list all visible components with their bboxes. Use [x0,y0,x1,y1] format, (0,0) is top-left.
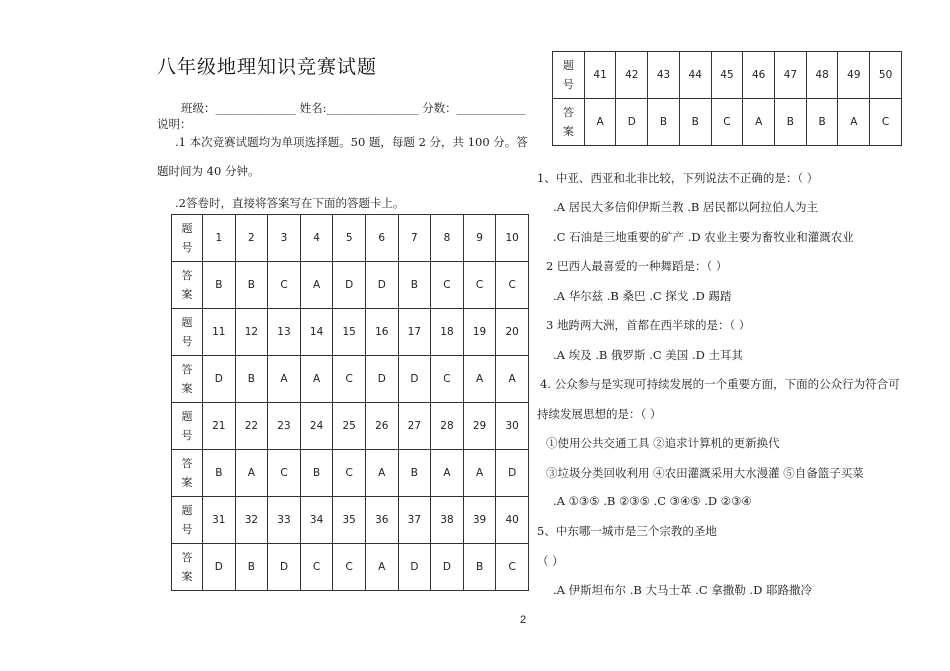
question-1-options-ab: .A 居民大多信仰伊斯兰教 .B 居民都以阿拉伯人为主 [553,200,819,214]
answer-cell: C [711,99,743,146]
question-number-cell: 10 [496,215,529,262]
answer-cell: D [365,262,398,309]
page-number: 2 [520,614,527,626]
row-label-char: 题 [562,59,574,72]
question-number-cell: 4 [300,215,333,262]
question-number-cell: 15 [333,309,366,356]
answer-cell: D [398,544,431,591]
answer-cell: D [496,450,529,497]
row-label [172,403,203,450]
answer-cell: C [268,450,301,497]
question-number-cell: 1 [203,215,236,262]
question-number-cell: 29 [463,403,496,450]
answer-cell: C [870,99,902,146]
answer-cell: B [235,262,268,309]
question-number-cell: 12 [235,309,268,356]
question-number-cell: 6 [365,215,398,262]
question-number-row [172,497,529,544]
answer-cell: A [584,99,616,146]
row-label [172,215,203,262]
answer-cell: C [333,356,366,403]
answer-cell: C [300,544,333,591]
answer-cell: B [648,99,680,146]
answer-cell: A [300,262,333,309]
answer-cell: B [775,99,807,146]
answer-cell: C [496,544,529,591]
question-number-cell: 20 [496,309,529,356]
answer-cell: B [235,356,268,403]
answer-cell: A [496,356,529,403]
row-label-char: 号 [181,241,193,254]
answer-cell: A [431,450,464,497]
row-label-char: 号 [562,78,574,91]
question-3-options: .A 埃及 .B 俄罗斯 .C 美国 .D 土耳其 [553,348,743,362]
student-info-line: 班级：______________ 姓名:________________ 分数：____________ [181,101,526,115]
row-label-char: 案 [181,570,193,583]
question-number-cell: 11 [203,309,236,356]
question-number-cell: 41 [584,52,616,99]
answer-row [553,99,902,146]
row-label [172,544,203,591]
note-1-line-2: 题时间为 40 分钟。 [157,164,260,178]
notes-label: 说明： [157,117,192,131]
note-2: .2答卷时，直接将答案写在下面的答题卡上。 [175,196,405,210]
answer-card-right [552,51,902,146]
question-number-cell: 36 [365,497,398,544]
question-number-cell: 37 [398,497,431,544]
question-number-cell: 21 [203,403,236,450]
answer-cell: B [235,544,268,591]
question-4-options: .A ①③⑤ .B ②③⑤ .C ③④⑤ .D ②③④ [553,494,752,508]
row-label-char: 案 [181,382,193,395]
note-1-line-1: .1 本次竞赛试题均为单项选择题。50 题，每题 2 分，共 100 分。答 [175,135,528,149]
answer-cell: D [431,544,464,591]
question-number-cell: 49 [838,52,870,99]
question-number-cell: 19 [463,309,496,356]
question-number-cell: 47 [775,52,807,99]
row-label-char: 题 [181,504,193,517]
answer-cell: D [203,356,236,403]
question-number-cell: 32 [235,497,268,544]
question-number-cell: 48 [806,52,838,99]
question-number-cell: 24 [300,403,333,450]
answer-cell: B [806,99,838,146]
question-number-cell: 9 [463,215,496,262]
question-number-cell: 39 [463,497,496,544]
answer-cell: A [268,356,301,403]
row-label [172,497,203,544]
row-label [172,262,203,309]
answer-cell: C [463,262,496,309]
row-label-char: 号 [181,523,193,536]
question-1-options-cd: .C 石油是三地重要的矿产 .D 农业主要为畜牧业和灌溉农业 [553,230,854,244]
row-label-char: 号 [181,335,193,348]
answer-row [172,356,529,403]
answer-cell: C [268,262,301,309]
answer-cell: A [463,356,496,403]
answer-cell: A [235,450,268,497]
answer-cell: B [203,450,236,497]
row-label-char: 答 [181,457,193,470]
question-number-cell: 27 [398,403,431,450]
row-label-char: 案 [181,476,193,489]
question-number-cell: 25 [333,403,366,450]
answer-cell: D [333,262,366,309]
question-number-row [172,215,529,262]
answer-cell: B [300,450,333,497]
question-number-cell: 28 [431,403,464,450]
question-1: 1、中亚、西亚和北非比较，下列说法不正确的是：（ ） [537,171,819,185]
answer-cell: B [398,450,431,497]
question-4-line-1: 4. 公众参与是实现可持续发展的一个重要方面，下面的公众行为符合可 [540,377,900,391]
row-label [553,99,585,146]
question-number-cell: 44 [679,52,711,99]
answer-row [172,544,529,591]
answer-cell: C [333,450,366,497]
question-5-options: .A 伊斯坦布尔 .B 大马士革 .C 拿撒勒 .D 耶路撒冷 [553,583,812,597]
question-number-row [553,52,902,99]
row-label-char: 案 [562,125,574,138]
answer-cell: B [203,262,236,309]
answer-cell: B [679,99,711,146]
question-number-cell: 13 [268,309,301,356]
answer-cell: D [268,544,301,591]
answer-cell: B [463,544,496,591]
answer-cell: A [743,99,775,146]
question-5-line-1: 5、中东哪一城市是三个宗教的圣地 [537,524,717,538]
question-number-cell: 17 [398,309,431,356]
question-number-cell: 31 [203,497,236,544]
question-number-cell: 23 [268,403,301,450]
answer-cell: A [838,99,870,146]
answer-cell: D [616,99,648,146]
question-4-statements-1: ①使用公共交通工具 ②追求计算机的更新换代 [546,436,780,450]
question-number-cell: 18 [431,309,464,356]
row-label-char: 答 [181,269,193,282]
answer-cell: C [333,544,366,591]
answer-row [172,262,529,309]
answer-row [172,450,529,497]
answer-cell: D [398,356,431,403]
answer-cell: A [463,450,496,497]
answer-cell: A [365,544,398,591]
row-label-char: 答 [181,363,193,376]
row-label-char: 号 [181,429,193,442]
question-number-cell: 2 [235,215,268,262]
question-5-line-2: （ ） [537,554,564,568]
question-number-cell: 7 [398,215,431,262]
answer-cell: D [365,356,398,403]
question-4-statements-2: ③垃圾分类回收利用 ④农田灌溉采用大水漫灌 ⑤自备篮子买菜 [546,466,864,480]
row-label [553,52,585,99]
answer-cell: A [365,450,398,497]
row-label-char: 答 [562,106,574,119]
question-number-cell: 35 [333,497,366,544]
question-number-cell: 14 [300,309,333,356]
question-number-cell: 26 [365,403,398,450]
page-title: 八年级地理知识竞赛试题 [157,56,378,78]
question-number-cell: 22 [235,403,268,450]
answer-cell: B [398,262,431,309]
question-number-cell: 40 [496,497,529,544]
question-number-cell: 8 [431,215,464,262]
answer-cell: C [431,356,464,403]
row-label [172,356,203,403]
question-2: 2 巴西人最喜爱的一种舞蹈是：（ ） [546,259,728,273]
row-label-char: 题 [181,316,193,329]
question-4-line-2: 持续发展思想的是：（ ） [537,407,662,421]
row-label-char: 题 [181,222,193,235]
question-3: 3 地跨两大洲，首都在西半球的是：（ ） [546,318,751,332]
answer-cell: A [300,356,333,403]
question-number-cell: 5 [333,215,366,262]
question-number-row [172,403,529,450]
row-label-char: 案 [181,288,193,301]
question-number-cell: 34 [300,497,333,544]
answer-cell: C [431,262,464,309]
question-number-row [172,309,529,356]
question-number-cell: 46 [743,52,775,99]
question-number-cell: 43 [648,52,680,99]
question-2-options: .A 华尔兹 .B 桑巴 .C 探戈 .D 踢踏 [553,289,732,303]
question-number-cell: 38 [431,497,464,544]
question-number-cell: 33 [268,497,301,544]
question-number-cell: 50 [870,52,902,99]
answer-cell: C [496,262,529,309]
row-label-char: 答 [181,551,193,564]
row-label-char: 题 [181,410,193,423]
answer-card-left [171,214,529,591]
question-number-cell: 16 [365,309,398,356]
row-label [172,309,203,356]
question-number-cell: 45 [711,52,743,99]
answer-cell: D [203,544,236,591]
row-label [172,450,203,497]
question-number-cell: 42 [616,52,648,99]
question-number-cell: 3 [268,215,301,262]
question-number-cell: 30 [496,403,529,450]
